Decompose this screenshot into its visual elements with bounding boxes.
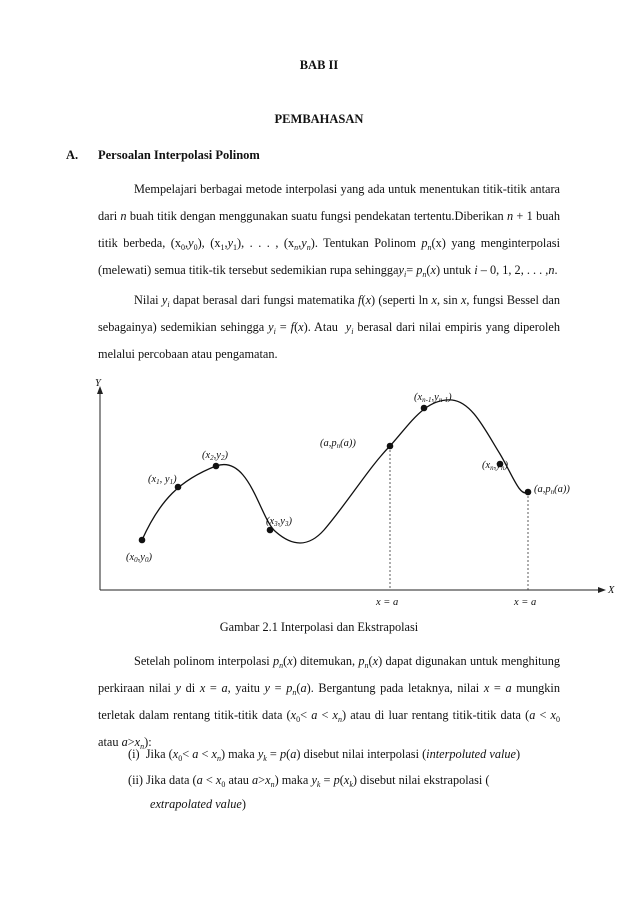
point-x2	[213, 463, 220, 470]
chapter-number: BAB II	[299, 58, 339, 72]
y-axis-label: Y	[95, 378, 101, 389]
x-axis-arrow-icon	[598, 587, 606, 593]
x-axis-label: X	[608, 585, 615, 596]
point-xn-1	[421, 405, 428, 412]
paragraph-2: Nilai $y_i$ dapat berasal dari fungsi matematika f(x) (seperti ln x, sin x, fungsi Bessel dan sebagainya) sedemikian sehingga $y_i = f(x)$. Atau $y_i$ berasal dari nilai empiris yang diperoleh melalui percobaan atau pengamatan.	[98, 293, 560, 361]
figure-caption: Gambar 2.1 Interpolasi dan Ekstrapolasi	[219, 620, 419, 634]
list-item: (i) Jika $(x_0< a < x_n)$ maka $y_k = p(a)$ disebut nilai interpolasi (interpoluted value)	[128, 747, 521, 763]
point-x0	[139, 537, 146, 544]
point-x3	[267, 527, 274, 534]
label-xn-1: (xn-1,yn-1)	[414, 392, 452, 404]
label-x-equals-a-left: x = a	[376, 597, 399, 608]
point-a-pn-a	[387, 443, 394, 450]
label-xnyn: (xn,yn)	[482, 460, 508, 472]
label-a-pn-a: (a,pn(a))	[320, 438, 356, 450]
chapter-title: PEMBAHASAN	[274, 112, 364, 126]
label-x0y0: (x0,y0)	[126, 552, 152, 564]
paragraph-3: Setelah polinom interpolasi $p_n(x)$ ditemukan, $p_n(x)$ dapat digunakan untuk menghitung perkiraan nilai y di x = a, yaitu $y = p_n(a)$. Bergantung pada letaknya, nilai x = a mungkin terletak dalam rentang titik-titik data $(x_0< a < x_n)$ atau di luar rentang titik-titik data ($a < x_0$ atau $a>x_n$):	[98, 654, 561, 751]
paragraph-1: Mempelajari berbagai metode interpolasi yang ada untuk menentukan titik-titik antara dari n buah titik dengan menggunakan suatu fungsi pendekatan tertentu.Diberikan n + 1 buah titik berbeda, $(x_0,y_0)$, $(x_1,y_1)$, . . . , $(x_n,y_n)$. Tentukan Polinom $p_n(x)$ yang menginterpolasi (melewati) semua titik-tik tersebut sedemikian rupa sehinggay$_i$= $p_n(x)$ untuk i – 0, 1, 2, . . . ,n.	[98, 182, 560, 279]
label-x-equals-a-right: x = a	[514, 597, 537, 608]
section-label: A.	[66, 148, 79, 162]
list-item: (ii) Jika data ($a < x_0$ atau $a>x_n$) maka $y_k = p(x_k)$ disebut nilai ekstrapolasi ( extrapolated value)	[128, 773, 490, 811]
label-x2y2: (x2,y2)	[202, 450, 228, 462]
interpolation-figure	[80, 370, 615, 610]
label-a-pn-a-extrap: (a,pn(a))	[534, 484, 570, 496]
label-x3y3: (x3,y3)	[266, 516, 292, 528]
section-title: Persoalan Interpolasi Polinom	[98, 148, 260, 162]
point-a-pn-a-extrap	[525, 489, 532, 496]
label-x1y1: (x1, y1)	[148, 474, 177, 486]
polynomial-curve	[142, 400, 528, 543]
